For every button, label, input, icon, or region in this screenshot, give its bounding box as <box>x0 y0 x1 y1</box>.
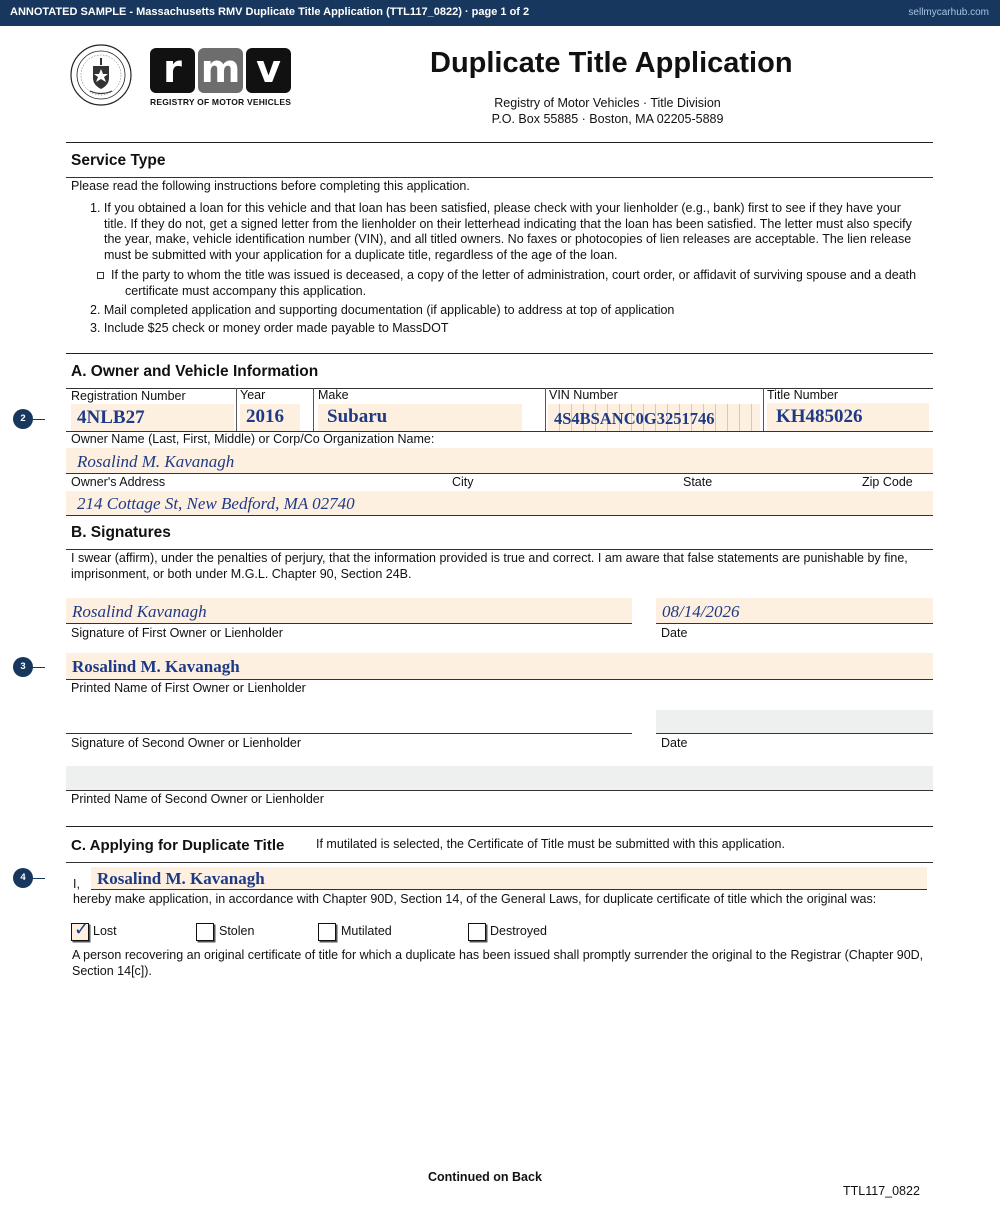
section-b-heading: B. Signatures <box>71 524 171 541</box>
city-label: City <box>452 475 474 489</box>
applicant-line <box>91 889 927 890</box>
owner-name-label: Owner Name (Last, First, Middle) or Corp/Co Organization Name: <box>71 432 435 446</box>
annotation-marker-3: 3 <box>13 657 33 677</box>
make-label: Make <box>318 388 349 402</box>
perjury-statement: I swear (affirm), under the penalties of perjury, that the information provided is true and correct. I am aware that false statements are punishable by fine, imprisonment, or both under M.G.L. Chapter 90, Section 24B. <box>71 551 908 581</box>
divider <box>66 142 933 143</box>
divider <box>66 679 933 680</box>
make-value: Subaru <box>327 406 388 427</box>
divider <box>66 826 933 827</box>
first-signature-value: Rosalind Kavanagh <box>72 602 207 621</box>
annotation-marker-2: 2 <box>13 409 33 429</box>
first-date-value: 08/14/2026 <box>662 602 740 621</box>
stolen-checkbox[interactable] <box>196 923 214 941</box>
form-id: TTL117_0822 <box>843 1184 920 1198</box>
stolen-label: Stolen <box>219 924 255 938</box>
vin-label: VIN Number <box>549 388 618 402</box>
date-line <box>656 733 933 734</box>
vin-value: 4S4BSANC0G3251746 <box>554 409 715 428</box>
first-printed-name-label: Printed Name of First Owner or Lienholder <box>71 681 306 695</box>
divider <box>66 549 933 550</box>
section-c-heading: C. Applying for Duplicate Title <box>71 837 285 854</box>
instructions-intro: Please read the following instructions before completing this application. <box>71 179 470 193</box>
destroyed-checkbox[interactable] <box>468 923 486 941</box>
continued-on-back: Continued on Back <box>428 1170 542 1184</box>
divider <box>66 473 933 474</box>
title-number-value: KH485026 <box>776 406 863 427</box>
declaration-text: hereby make application, in accordance with Chapter 90D, Section 14, of the General Laws, for duplicate certificate of title which the original was: <box>73 892 877 906</box>
year-label: Year <box>240 388 266 402</box>
zip-label: Zip Code <box>862 475 913 489</box>
registration-label: Registration Number <box>71 389 186 403</box>
first-printed-name-value: Rosalind M. Kavanagh <box>72 657 240 676</box>
mutilated-checkbox[interactable] <box>318 923 336 941</box>
instruction-subitem: If the party to whom the title was issued is deceased, a copy of the letter of administration, court order, or affidavit of surviving spouse and a death certificate must accompany this application. <box>111 268 917 298</box>
signature-line <box>66 733 632 734</box>
year-value: 2016 <box>246 406 284 427</box>
date-line <box>656 623 933 624</box>
registration-value: 4NLB27 <box>77 407 145 428</box>
i-prefix: I, <box>73 877 80 891</box>
instruction-item-1: 1. If you obtained a loan for this vehicle and that loan has been satisfied, please check with your lienholder (e.g., bank) first to see if they have your title. If they do not, get a signed letter from the lienholder on their letterhead indicating that the loan has been satisfied. The letter must also specify the year, make, vehicle identification number (VIN), and all titled owners. No faxes or photocopies of lien releases are acceptable. The lien release must be submitted with your application for a duplicate title, regardless of the age of the loan. <box>90 201 912 262</box>
first-date-label: Date <box>661 626 688 640</box>
logo-caption: REGISTRY OF MOTOR VEHICLES <box>150 97 292 107</box>
instruction-item-3: 3. Include $25 check or money order made payable to MassDOT <box>90 321 449 335</box>
address-label: Owner's Address <box>71 475 166 489</box>
mutilated-note: If mutilated is selected, the Certificate of Title must be submitted with this application. <box>316 837 785 851</box>
second-printed-name-field[interactable] <box>66 766 933 790</box>
mutilated-label: Mutilated <box>341 924 392 938</box>
title-number-label: Title Number <box>767 388 839 402</box>
divider <box>66 790 933 791</box>
signature-line <box>66 623 632 624</box>
logo-letter-r: r <box>150 48 195 93</box>
annotation-marker-4: 4 <box>13 868 33 888</box>
agency-address: P.O. Box 55885 · Boston, MA 02205-5889 <box>491 112 724 126</box>
lost-checkbox[interactable] <box>71 919 90 941</box>
surrender-note: A person recovering an original certificate of title for which a duplicate has been issued shall promptly surrender the original to the Registrar (Chapter 90D, Section 14[c]). <box>72 948 924 978</box>
divider <box>66 353 933 354</box>
page-title: Duplicate Title Application <box>430 47 793 79</box>
logo-letter-m: m <box>198 48 243 93</box>
lost-label: Lost <box>93 924 117 938</box>
divider <box>66 862 933 863</box>
owner-name-value: Rosalind M. Kavanagh <box>77 452 235 471</box>
annotation-bar <box>0 0 1000 26</box>
divider <box>66 177 933 178</box>
second-date-label: Date <box>661 736 688 750</box>
section-a-heading: A. Owner and Vehicle Information <box>71 363 319 380</box>
checkmark-icon: ✓ <box>74 919 90 940</box>
divider <box>66 515 933 516</box>
logo-letter-v: v <box>246 48 291 93</box>
instruction-item-2: 2. Mail completed application and supporting documentation (if applicable) to address at top of application <box>90 303 675 317</box>
destroyed-label: Destroyed <box>490 924 547 938</box>
state-label: State <box>683 475 713 489</box>
applicant-name-value: Rosalind M. Kavanagh <box>97 869 265 888</box>
second-printed-name-label: Printed Name of Second Owner or Lienholder <box>71 792 324 806</box>
service-type-heading: Service Type <box>71 152 166 169</box>
annotation-title: ANNOTATED SAMPLE - Massachusetts RMV Duplicate Title Application (TTL117_0822) · page 1 of 2 <box>10 6 530 18</box>
second-date-field[interactable] <box>656 710 933 733</box>
second-signature-label: Signature of Second Owner or Lienholder <box>71 736 302 750</box>
site-link[interactable]: sellmycarhub.com <box>908 7 989 18</box>
first-signature-label: Signature of First Owner or Lienholder <box>71 626 283 640</box>
agency-name: Registry of Motor Vehicles · Title Division <box>494 96 721 110</box>
address-value: 214 Cottage St, New Bedford, MA 02740 <box>77 494 355 513</box>
square-bullet-icon <box>97 272 104 279</box>
